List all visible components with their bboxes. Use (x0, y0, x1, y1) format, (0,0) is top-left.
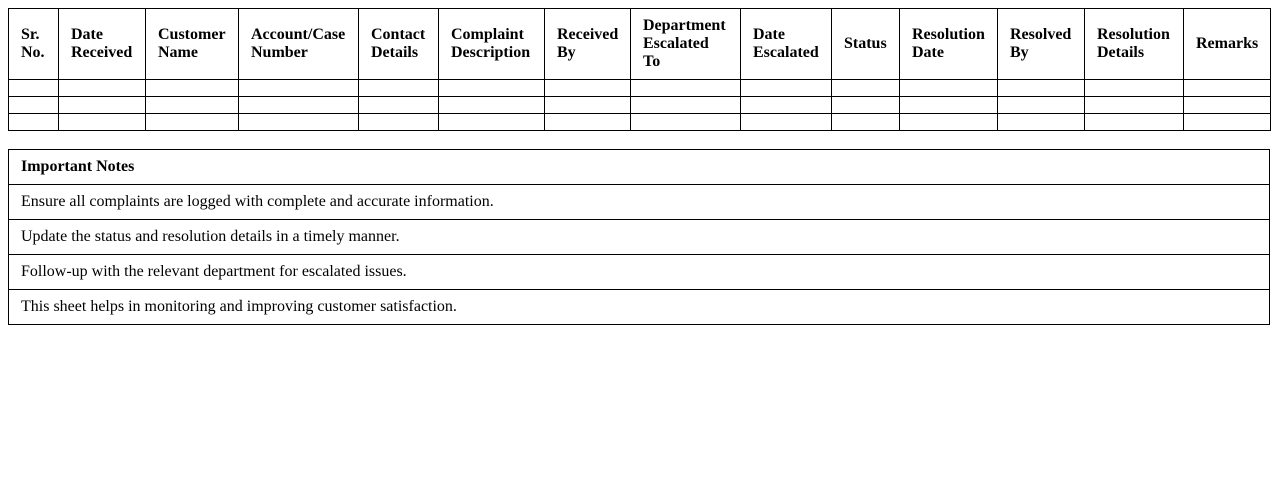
table-cell[interactable] (439, 80, 545, 97)
table-cell[interactable] (631, 114, 741, 131)
table-cell[interactable] (359, 97, 439, 114)
table-cell[interactable] (900, 80, 998, 97)
note-text: Ensure all complaints are logged with complete and accurate information. (9, 185, 1270, 220)
table-cell[interactable] (1085, 114, 1184, 131)
table-row (9, 114, 1271, 131)
list-item (9, 220, 1270, 255)
column-header-status: Status (832, 9, 900, 80)
column-header-remarks: Remarks (1184, 9, 1271, 80)
table-cell[interactable] (146, 97, 239, 114)
column-header-department-escalated-to: Department Escalated To (631, 9, 741, 80)
important-notes-table (8, 149, 1270, 325)
table-cell[interactable] (1184, 97, 1271, 114)
table-cell[interactable] (832, 80, 900, 97)
table-cell[interactable] (9, 114, 59, 131)
column-header-date-escalated: Date Escalated (741, 9, 832, 80)
column-header-resolution-details: Resolution Details (1085, 9, 1184, 80)
column-header-resolution-date: Resolution Date (900, 9, 998, 80)
list-item (9, 185, 1270, 220)
table-cell[interactable] (239, 114, 359, 131)
column-header-date-received: Date Received (59, 9, 146, 80)
table-cell[interactable] (631, 97, 741, 114)
column-header-sr-no: Sr. No. (9, 9, 59, 80)
table-cell[interactable] (439, 114, 545, 131)
complaint-log-table (8, 8, 1271, 131)
table-cell[interactable] (359, 114, 439, 131)
list-item (9, 290, 1270, 325)
table-cell[interactable] (998, 114, 1085, 131)
table-cell[interactable] (741, 114, 832, 131)
table-cell[interactable] (998, 97, 1085, 114)
column-header-account-case-number: Account/Case Number (239, 9, 359, 80)
table-cell[interactable] (9, 80, 59, 97)
header-row (9, 9, 1271, 80)
note-text: Update the status and resolution details in a timely manner. (9, 220, 1270, 255)
table-cell[interactable] (545, 97, 631, 114)
list-item (9, 255, 1270, 290)
notes-header-row (9, 150, 1270, 185)
notes-title: Important Notes (9, 150, 1270, 185)
table-cell[interactable] (146, 114, 239, 131)
column-header-complaint-description: Complaint Description (439, 9, 545, 80)
table-cell[interactable] (832, 97, 900, 114)
table-cell[interactable] (741, 97, 832, 114)
note-text: This sheet helps in monitoring and improving customer satisfaction. (9, 290, 1270, 325)
column-header-contact-details: Contact Details (359, 9, 439, 80)
table-cell[interactable] (998, 80, 1085, 97)
table-cell[interactable] (1085, 97, 1184, 114)
table-row (9, 97, 1271, 114)
table-row (9, 80, 1271, 97)
table-cell[interactable] (59, 114, 146, 131)
column-header-received-by: Received By (545, 9, 631, 80)
table-cell[interactable] (1184, 80, 1271, 97)
table-cell[interactable] (1184, 114, 1271, 131)
column-header-resolved-by: Resolved By (998, 9, 1085, 80)
table-cell[interactable] (59, 97, 146, 114)
table-cell[interactable] (239, 80, 359, 97)
table-cell[interactable] (900, 97, 998, 114)
table-cell[interactable] (545, 80, 631, 97)
table-cell[interactable] (741, 80, 832, 97)
table-cell[interactable] (900, 114, 998, 131)
table-cell[interactable] (59, 80, 146, 97)
table-cell[interactable] (359, 80, 439, 97)
table-cell[interactable] (439, 97, 545, 114)
note-text: Follow-up with the relevant department for escalated issues. (9, 255, 1270, 290)
table-cell[interactable] (146, 80, 239, 97)
table-cell[interactable] (239, 97, 359, 114)
table-cell[interactable] (631, 80, 741, 97)
table-cell[interactable] (1085, 80, 1184, 97)
table-cell[interactable] (545, 114, 631, 131)
column-header-customer-name: Customer Name (146, 9, 239, 80)
table-cell[interactable] (9, 97, 59, 114)
table-cell[interactable] (832, 114, 900, 131)
